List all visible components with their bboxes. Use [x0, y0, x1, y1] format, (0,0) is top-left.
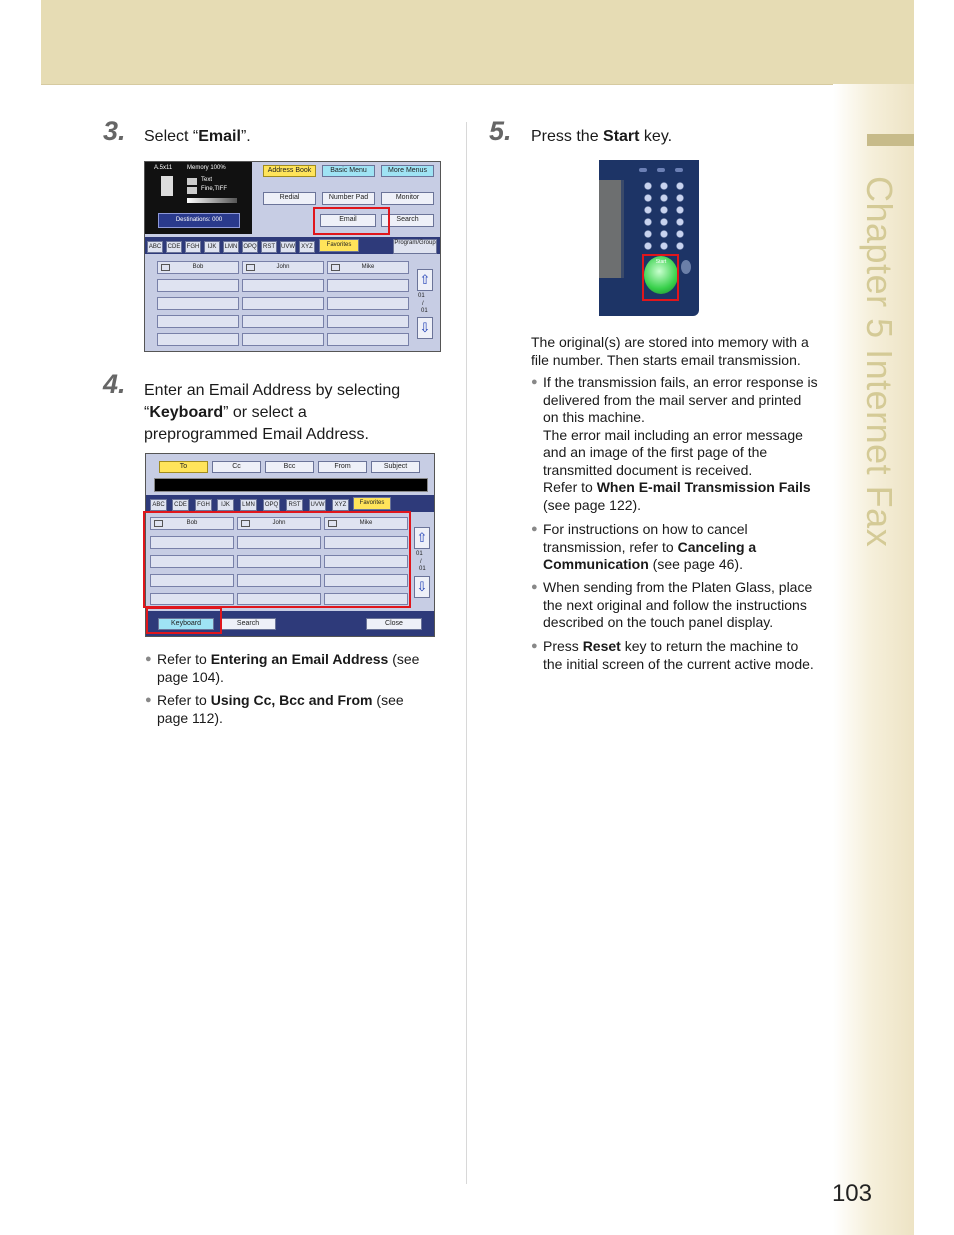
tab-favorites[interactable]: Favorites	[353, 497, 391, 510]
entry-name: Bob	[192, 264, 204, 270]
start-key-label: Start	[655, 259, 667, 265]
step-5-text: Press the Start key.	[531, 128, 673, 145]
tab-lmn[interactable]: LMN	[240, 499, 257, 511]
resolution-icon	[187, 187, 197, 194]
entry-name: Bob	[186, 520, 198, 526]
basic-menu-button[interactable]: Basic Menu	[322, 165, 375, 177]
entry-name: John	[276, 264, 290, 270]
cc-button[interactable]: Cc	[212, 461, 261, 473]
subject-button[interactable]: Subject	[371, 461, 420, 473]
contrast-slider	[187, 198, 237, 203]
tab-program-group[interactable]: Program/Group	[393, 239, 437, 254]
bullet-icon: ●	[531, 523, 538, 535]
memory-status: Memory 100%	[187, 165, 226, 171]
scroll-down-arrow-icon[interactable]: ⇩	[417, 317, 433, 339]
entry-name: John	[272, 520, 286, 526]
entry-name: Mike	[359, 520, 373, 526]
tab-rst[interactable]: RST	[286, 499, 303, 511]
tab-rst[interactable]: RST	[261, 241, 277, 253]
empty-entry[interactable]	[327, 297, 409, 310]
step-4-line-1: Enter an Email Address by selecting	[144, 382, 401, 399]
number-pad-button[interactable]: Number Pad	[322, 192, 375, 205]
tab-uvw[interactable]: UVW	[309, 499, 326, 511]
tab-xyz[interactable]: XYZ	[332, 499, 349, 511]
empty-entry[interactable]	[157, 279, 239, 292]
to-button[interactable]: To	[159, 461, 208, 473]
paper-size: A.5x11	[154, 165, 173, 171]
scroll-up-arrow-icon[interactable]: ⇧	[417, 269, 433, 291]
email-entry-icon	[161, 264, 170, 271]
function-key[interactable]	[657, 168, 665, 172]
tab-ijk[interactable]: IJK	[204, 241, 220, 253]
header-band	[41, 0, 914, 85]
empty-entry[interactable]	[157, 315, 239, 328]
tab-favorites[interactable]: Favorites	[319, 239, 359, 252]
email-button[interactable]: Email	[320, 214, 376, 227]
bullet-icon: ●	[145, 694, 152, 706]
step-5-paragraph: The original(s) are stored into memory with a file number. Then starts email transmission.	[531, 334, 809, 368]
number-keys[interactable]	[640, 180, 686, 250]
empty-entry[interactable]	[242, 297, 324, 310]
tab-xyz[interactable]: XYZ	[299, 241, 315, 253]
step-4-number: 4.	[103, 369, 126, 399]
redial-button[interactable]: Redial	[263, 192, 316, 205]
more-menus-button[interactable]: More Menus	[381, 165, 434, 177]
function-key[interactable]	[639, 168, 647, 172]
chapter-tab-marker	[867, 134, 914, 146]
tab-opq[interactable]: OPQ	[263, 499, 280, 511]
bullet-icon: ●	[145, 653, 152, 665]
step-5-bullet-2: ● For instructions on how to cancel transmission, refer to Canceling a Communication (see page 46).	[531, 521, 757, 572]
page-total: 01	[419, 566, 426, 572]
page-current: 01	[418, 293, 425, 299]
email-entry-icon	[331, 264, 340, 271]
chapter-title: Chapter 5 Internet Fax	[859, 176, 900, 548]
tab-lmn[interactable]: LMN	[223, 241, 239, 253]
column-divider	[466, 122, 467, 1184]
original-type: Text	[201, 177, 213, 183]
step-5-bullet-4: ● Press Reset key to return the machine to the initial screen of the current active mode.	[531, 638, 814, 672]
address-entry[interactable]	[242, 261, 324, 274]
address-entry[interactable]	[327, 261, 409, 274]
stop-key[interactable]	[681, 260, 691, 274]
search-button[interactable]: Search	[220, 618, 276, 630]
lcd-panel	[599, 180, 624, 278]
empty-entry[interactable]	[327, 279, 409, 292]
email-button-highlight	[313, 207, 390, 235]
tab-abc[interactable]: ABC	[150, 499, 167, 511]
step-4-line-2: “Keyboard” or select a	[144, 404, 307, 421]
step-4-note-2: ● Refer to Using Cc, Bcc and From (see page 112).	[145, 692, 404, 726]
resolution: Fine,TIFF	[201, 186, 228, 192]
scroll-up-arrow-icon[interactable]: ⇧	[414, 527, 430, 549]
scroll-down-arrow-icon[interactable]: ⇩	[414, 576, 430, 598]
document-icon	[161, 176, 173, 196]
bcc-button[interactable]: Bcc	[265, 461, 314, 473]
page-number: 103	[831, 1180, 872, 1207]
tab-fgh[interactable]: FGH	[195, 499, 212, 511]
tab-cde[interactable]: CDE	[172, 499, 189, 511]
empty-entry[interactable]	[327, 315, 409, 328]
tab-opq[interactable]: OPQ	[242, 241, 258, 253]
bullet-icon: ●	[531, 640, 538, 652]
tab-abc[interactable]: ABC	[147, 241, 163, 253]
keyboard-button-highlight	[146, 607, 222, 634]
tab-ijk[interactable]: IJK	[217, 499, 234, 511]
tab-uvw[interactable]: UVW	[280, 241, 296, 253]
empty-entry[interactable]	[242, 315, 324, 328]
bullet-icon: ●	[531, 376, 538, 388]
page-separator: /	[420, 559, 422, 565]
step-5-bullet-3: ● When sending from the Platen Glass, place the next original and follow the instructions described on the touch panel display.	[531, 579, 813, 630]
destinations-counter: Destinations: 000	[158, 213, 240, 228]
empty-entry[interactable]	[157, 297, 239, 310]
empty-entry[interactable]	[157, 333, 239, 346]
address-list-highlight	[143, 511, 411, 608]
touch-panel-address-book	[144, 161, 441, 352]
close-button[interactable]: Close	[366, 618, 422, 630]
tab-fgh[interactable]: FGH	[185, 241, 201, 253]
step-4-line-3: preprogrammed Email Address.	[144, 426, 369, 443]
page-separator: /	[422, 301, 424, 307]
step-3-number: 3.	[103, 116, 126, 146]
function-key[interactable]	[675, 168, 683, 172]
entry-name: Mike	[361, 264, 375, 270]
address-book-button[interactable]: Address Book	[263, 165, 316, 177]
step-4-note-1: ● Refer to Entering an Email Address (see page 104).	[145, 651, 420, 685]
email-entry-icon	[246, 264, 255, 271]
address-entry[interactable]	[157, 261, 239, 274]
from-button[interactable]: From	[318, 461, 367, 473]
empty-entry[interactable]	[242, 279, 324, 292]
monitor-button[interactable]: Monitor	[381, 192, 434, 205]
step-3-text: Select “Email”.	[144, 128, 251, 145]
bullet-icon: ●	[531, 581, 538, 593]
step-5-number: 5.	[489, 116, 512, 146]
keyboard-button[interactable]: Keyboard	[158, 618, 214, 630]
address-display-field	[154, 478, 428, 492]
search-button[interactable]: Search	[381, 214, 434, 227]
empty-entry[interactable]	[327, 333, 409, 346]
step-5-bullet-1: ● If the transmission fails, an error response is delivered from the mail server and printed on this machine. The error mail including an error message and an image of the first page of the transmitted document is received. Refer to When E-mail Transmission Fails (see page 122).	[531, 374, 818, 513]
text-mode-icon	[187, 178, 197, 185]
tab-cde[interactable]: CDE	[166, 241, 182, 253]
status-area	[145, 162, 252, 234]
start-key-highlight	[642, 254, 679, 301]
page-current: 01	[416, 551, 423, 557]
page-total: 01	[421, 308, 428, 314]
empty-entry[interactable]	[242, 333, 324, 346]
